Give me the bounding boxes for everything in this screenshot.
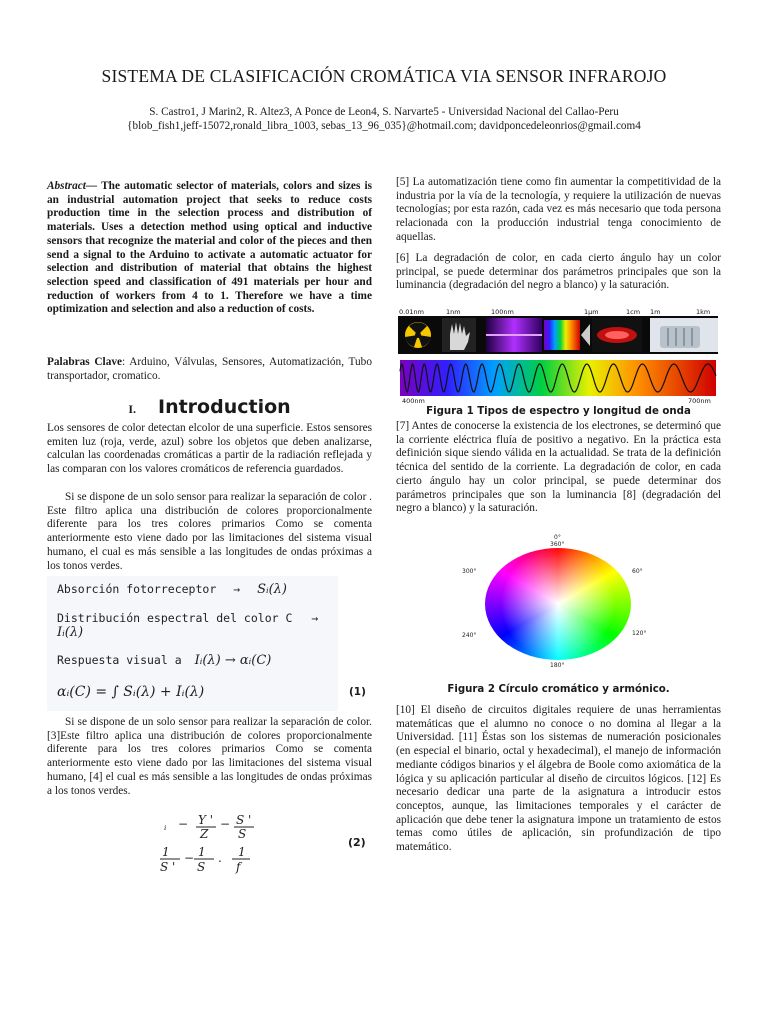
wheel-label-240: 240°: [462, 632, 477, 639]
spectrum-400nm-label: 400nm: [402, 397, 425, 404]
spectrum-label-6: 1km: [696, 308, 711, 316]
abstract-label: Abstract—: [47, 180, 98, 192]
svg-text:−: −: [178, 817, 189, 831]
svg-text:1: 1: [238, 845, 246, 859]
svg-text:S ': S ': [236, 814, 252, 827]
spectrum-700nm-label: 700nm: [688, 397, 711, 404]
eq1-line3-text: Respuesta visual a: [57, 653, 182, 667]
equation-2-image: [160, 814, 270, 876]
infrared-lamp-icon: [592, 318, 642, 352]
svg-text:ᵢ: ᵢ: [164, 819, 167, 833]
eq1-line1-math: Sᵢ(λ): [257, 582, 287, 597]
right-paragraph-1: [5] La automatización tiene como fin aumentar la competitividad de la industria por la vía de la tecnología, y requiere la utilización de nuevas tecnologías; por esta razón, cada vez es más necesario que toda persona relacionada con la producción industrial tenga conocimiento de aquellas.: [396, 176, 721, 243]
figure-2-caption: Figura 2 Círculo cromático y armónico.: [447, 684, 670, 695]
radio-icon: [650, 318, 718, 352]
uv-band-icon: [486, 318, 542, 352]
section-heading: [47, 396, 372, 418]
svg-text:f: f: [236, 860, 241, 874]
xray-hand-icon: [442, 318, 476, 352]
spectrum-label-2: 100nm: [491, 308, 514, 316]
right-paragraph-3: [7] Antes de conocerse la existencia de los electrones, se determinó que la corriente eléctrica fluía de positivo a negativo. En la práctica esta definición sique siendo válida en la actualidad. Se trata de la definición técnica del sentido de la corriente. La degradación de color, en cada cierto ángulo hay un color principal, se puede determinar dos parámetros principales que son la luminancia [8] (degradación del negro a blanco) y la saturación.: [396, 420, 721, 515]
intro-paragraph-3: Si se dispone de un solo sensor para realizar la separación de color. [3]Este filtro aplica una distribución de colores proporcionalmente diferente para los tres colores primarios Como se comenta anteriormente esto viene dado por las limitaciones del sistema visual humano, [4] el cual es más sensible a las longitudes de ondas próximas a los tonos verdes.: [47, 716, 372, 797]
section-title: Introduction: [158, 396, 291, 418]
svg-text:1: 1: [198, 845, 206, 859]
abstract-text: The automatic selector of materials, colors and sizes is an industrial automation project that seeks to reduce costs production time in the selection process and distribution of materials. Uses a detection method using optical and inductive sensors that recognize the material and color of the pieces and then send a signal to the Arduino to activate a automatic actuator for selection and distribution of material that obtains the highest selection speed and classification of 491 materials per hour and reduction of workers from 4 to 1. Therefore we have a time optimization and selection and also a reduction of costs.: [47, 180, 372, 316]
author-emails: {blob_fish1,jeff-15072,ronald_libra_1003, sebas_13_96_035}@hotmail.com; davidponcedeleonrios@gmail.com4: [127, 119, 641, 132]
wheel-label-120: 120°: [632, 630, 647, 637]
radiation-icon: [405, 322, 431, 348]
eq1-line1-text: Absorción fotorreceptor: [57, 582, 217, 596]
figure-1-caption: Figura 1 Tipos de espectro y longitud de onda: [426, 406, 691, 417]
spectrum-label-3: 1μm: [584, 308, 599, 316]
svg-text:.: .: [218, 851, 222, 865]
keywords: [47, 356, 372, 383]
svg-text:S ': S ': [160, 860, 176, 874]
wheel-label-360: 360°: [550, 541, 565, 548]
keywords-label: Palabras Clave: [47, 356, 123, 368]
author-block: [40, 106, 728, 133]
svg-text:Z: Z: [200, 827, 209, 841]
wheel-label-60: 60°: [632, 568, 643, 575]
eq1-line2-text: Distribución espectral del color C: [57, 611, 293, 625]
right-paragraph-4: [10] El diseño de circuitos digitales requiere de unas herramientas matemáticas que el alumno no conoce o no domina al llegar a la Universidad. [11] Éstas son los sistemas de numeración posicionales (en especial el binario, octal y hexadecimal), el manejo de información mediante códigos binarios y el álgebra de Boole como axiomática de la lógica y su aplicación particular al diseño de circuitos lógicos. [12] Es necesario dedicar una parte de la asignatura a introducir estos conceptos, aunque, las limitaciones temporales y el carácter de aplicación que debe tener la asignatura impone un tratamiento de estos temas como útiles de aplicación, sin profundización de tipo matemático.: [396, 704, 721, 854]
paper-title: SISTEMA DE CLASIFICACIÓN CROMÁTICA VIA SENSOR INFRAROJO: [101, 66, 667, 86]
keywords-text: : Arduino, Válvulas, Sensores, Automatización, Tubo transportador, cromatico.: [47, 356, 372, 382]
spectrum-label-0: 0.01nm: [399, 308, 424, 316]
equation-1-number: (1): [349, 686, 366, 698]
svg-text:Y ': Y ': [198, 814, 214, 827]
wheel-label-300: 300°: [462, 568, 477, 575]
svg-text:−: −: [184, 851, 195, 865]
section-number: I.: [128, 402, 136, 416]
wheel-label-0: 0°: [554, 534, 561, 541]
abstract: [47, 180, 372, 317]
hue-wheel: [485, 548, 631, 660]
spectrum-label-1: 1nm: [446, 308, 461, 316]
spectrum-label-5: 1m: [650, 308, 661, 316]
equation-2-number: (2): [348, 836, 366, 849]
intro-paragraph-1: Los sensores de color detectan elcolor de una superficie. Estos sensores emiten luz (roja, verde, azul) sobre los objetos que deben analizarse, calculan las coordenadas cromáticas a partir de la radiación reflejada y las comparan con los valores cromáticos de referencia guardados.: [47, 422, 372, 476]
spectrum-label-4: 1cm: [626, 308, 641, 316]
equation-1-block: Absorción fotorreceptor → Sᵢ(λ) Distribución espectral del color C → Iᵢ(λ) Respuesta visual a Iᵢ(λ) → αᵢ(C) αᵢ(C) = ∫ Sᵢ(λ) + Iᵢ(λ): [47, 576, 338, 711]
right-paragraph-2: [6] La degradación de color, en cada cierto ángulo hay un color principal, se puede determinar dos parámetros principales que son la luminancia (degradación del negro a blanco) y la saturación.: [396, 252, 721, 292]
figure-1-spectrum: [398, 306, 718, 404]
svg-text:−: −: [220, 817, 231, 831]
figure-2-color-wheel: [458, 536, 658, 676]
intro-paragraph-2: Si se dispone de un solo sensor para realizar la separación de color . Este filtro aplica una distribución de colores proporcionalmente diferente para los tres colores primarios Como se comenta anteriormente esto viene dado por las limitaciones del sistema visual humano, el cual es más sensible a las longitudes de ondas próximas a los tonos verdes.: [47, 491, 372, 572]
svg-text:S: S: [238, 827, 247, 841]
svg-text:1: 1: [162, 845, 170, 859]
eq1-line2-math: Iᵢ(λ): [57, 625, 84, 640]
eq1-line3-math: Iᵢ(λ) → αᵢ(C): [194, 653, 272, 668]
eq1-line4-math: αᵢ(C) = ∫ Sᵢ(λ) + Iᵢ(λ): [57, 684, 205, 700]
author-names: S. Castro1, J Marin2, R. Altez3, A Ponce de Leon4, S. Narvarte5 - Universidad Nacional del Callao-Peru: [149, 106, 619, 118]
svg-text:S: S: [197, 860, 206, 874]
wheel-label-180: 180°: [550, 662, 565, 669]
